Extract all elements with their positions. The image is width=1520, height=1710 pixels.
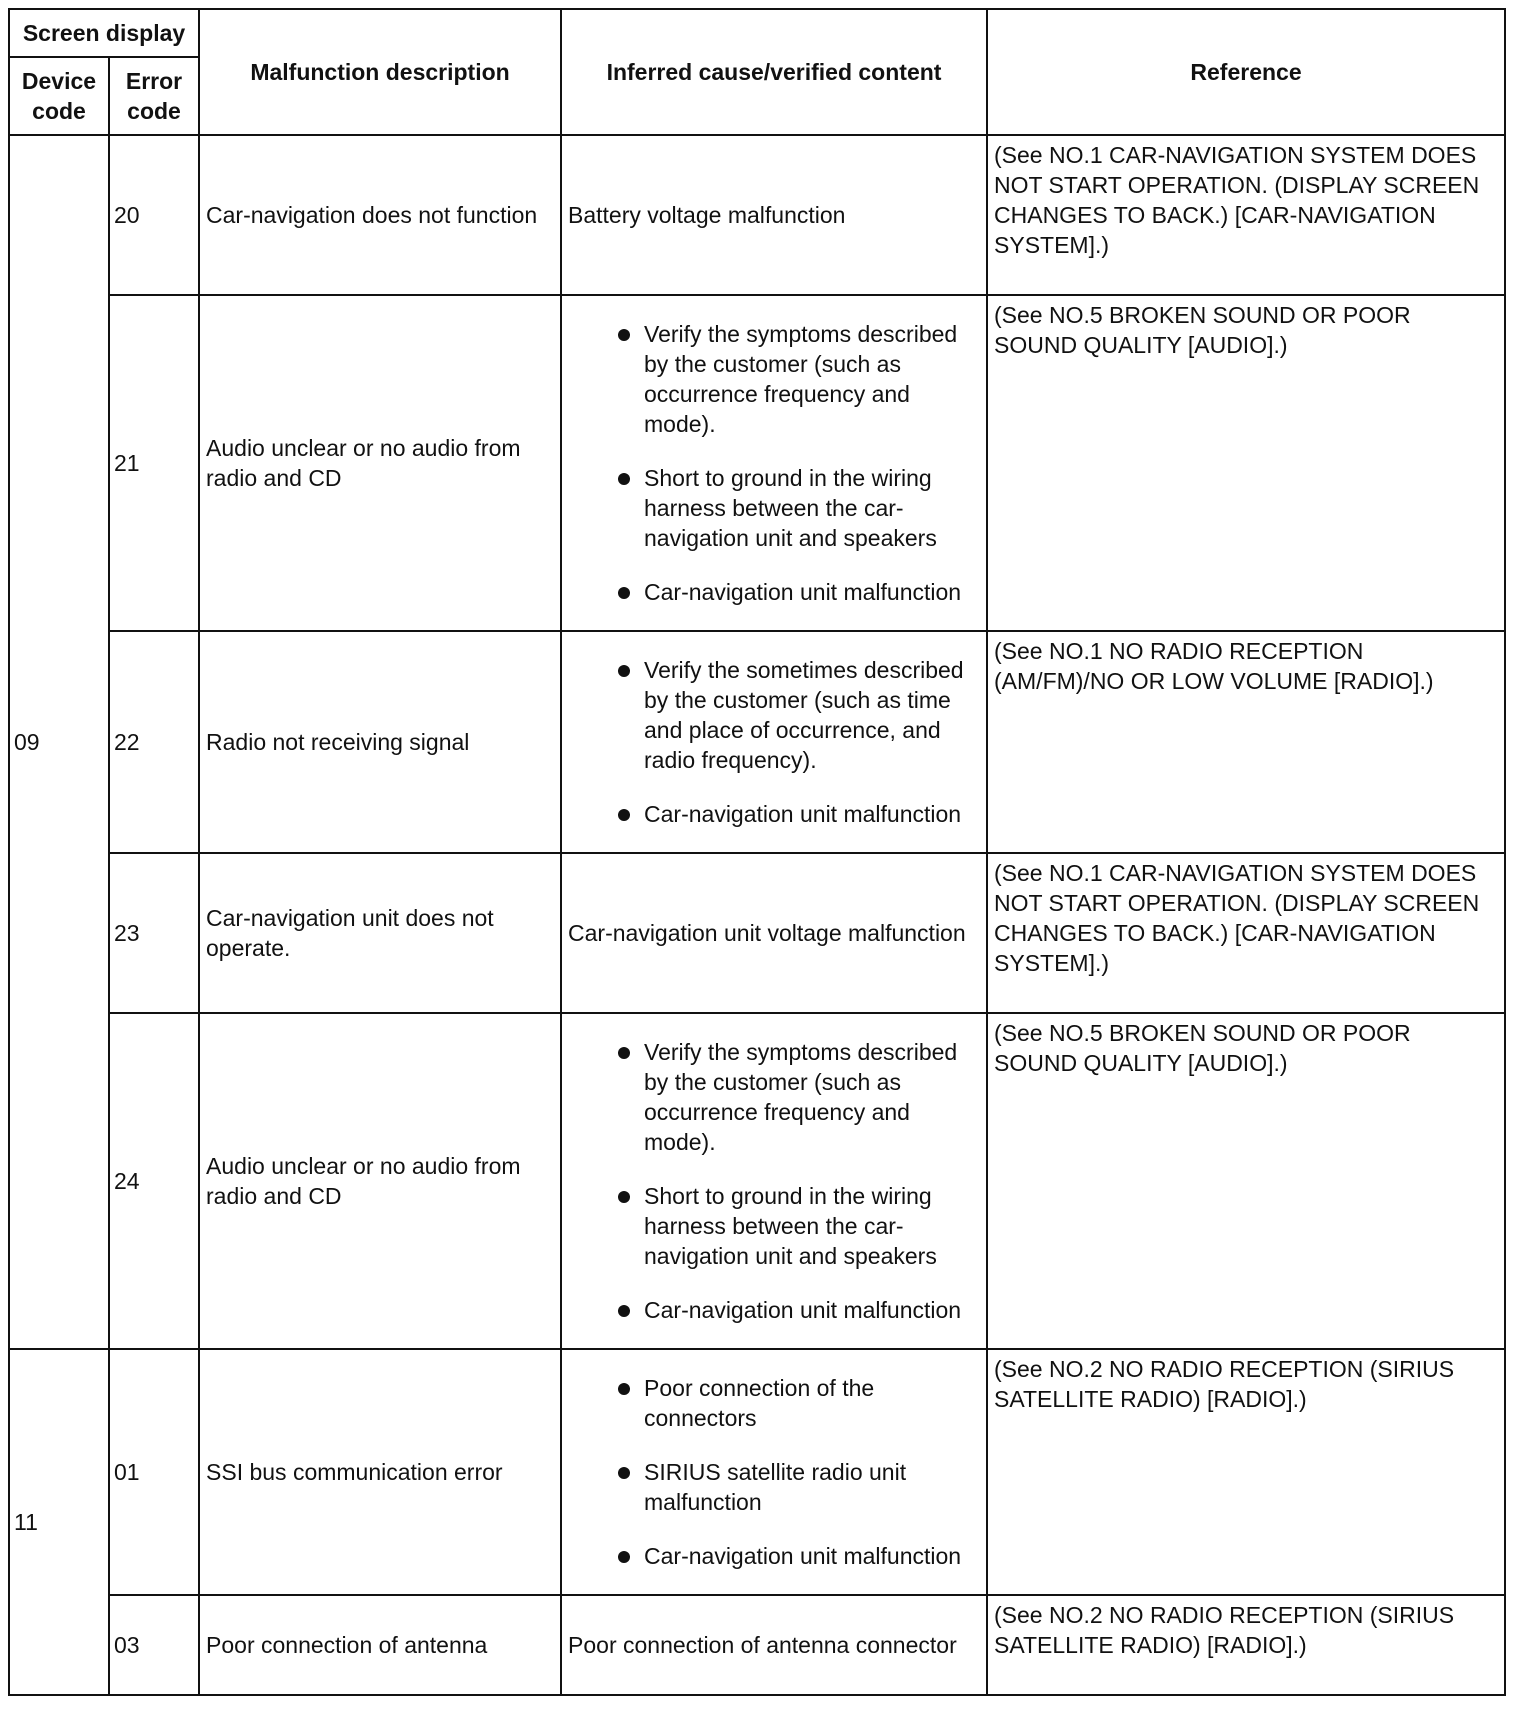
table-row [9,853,1505,1013]
cause-list-item [618,799,980,829]
cause-item-text: Car-navigation unit malfunction [644,579,962,605]
malfunction-header: Malfunction description [199,9,561,135]
cause-item-text: Verify the symptoms described by the customer (such as occurrence frequency and mode). [644,1039,958,1155]
error-code-cell: 01 [109,1349,199,1595]
malfunction-cell: Car-navigation does not function [199,135,561,295]
cause-cell [561,1349,987,1595]
table-row [9,1595,1505,1695]
error-code-cell: 03 [109,1595,199,1695]
malfunction-cell: SSI bus communication error [199,1349,561,1595]
error-code-cell: 23 [109,853,199,1013]
table-row [9,135,1505,295]
malfunction-cell: Radio not receiving signal [199,631,561,853]
bullet-icon [618,1383,630,1395]
cause-item-text: Verify the symptoms described by the customer (such as occurrence frequency and mode). [644,321,958,437]
cause-item-text: Car-navigation unit malfunction [644,1297,962,1323]
diagnostic-code-table [8,8,1506,1696]
cause-list-item [618,1457,980,1517]
error-code-cell: 22 [109,631,199,853]
reference-cell: (See NO.2 NO RADIO RECEPTION (SIRIUS SATELLITE RADIO) [RADIO].) [987,1595,1505,1695]
cause-list-item [618,1295,980,1325]
cause-list [568,1033,980,1329]
device-code-header: Device code [9,57,109,135]
cause-list-item [618,1181,980,1271]
malfunction-cell: Car-navigation unit does not operate. [199,853,561,1013]
cause-cell [561,1013,987,1349]
cause-header: Inferred cause/verified content [561,9,987,135]
bullet-icon [618,665,630,677]
cause-list-item [618,319,980,439]
bullet-icon [618,329,630,341]
reference-cell: (See NO.2 NO RADIO RECEPTION (SIRIUS SATELLITE RADIO) [RADIO].) [987,1349,1505,1595]
table-row [9,295,1505,631]
error-code-cell: 20 [109,135,199,295]
bullet-icon [618,1047,630,1059]
cause-list [568,1369,980,1575]
bullet-icon [618,473,630,485]
cause-list-item [618,1541,980,1571]
cause-list-item [618,463,980,553]
bullet-icon [618,1305,630,1317]
cause-cell: Car-navigation unit voltage malfunction [561,853,987,1013]
device-code-cell: 11 [9,1349,109,1695]
cause-list-item [618,1037,980,1157]
reference-cell: (See NO.1 NO RADIO RECEPTION (AM/FM)/NO OR LOW VOLUME [RADIO].) [987,631,1505,853]
reference-cell: (See NO.5 BROKEN SOUND OR POOR SOUND QUALITY [AUDIO].) [987,1013,1505,1349]
malfunction-cell: Poor connection of antenna [199,1595,561,1695]
cause-item-text: Car-navigation unit malfunction [644,801,962,827]
cause-list-item [618,577,980,607]
cause-list [568,315,980,611]
bullet-icon [618,1467,630,1479]
cause-item-text: Poor connection of the connectors [644,1375,875,1431]
malfunction-cell: Audio unclear or no audio from radio and CD [199,295,561,631]
cause-cell [561,631,987,853]
bullet-icon [618,809,630,821]
bullet-icon [618,1551,630,1563]
bullet-icon [618,1191,630,1203]
error-code-cell: 24 [109,1013,199,1349]
reference-cell: (See NO.1 CAR-NAVIGATION SYSTEM DOES NOT START OPERATION. (DISPLAY SCREEN CHANGES TO BACK.) [CAR-NAVIGATION SYSTEM].) [987,135,1505,295]
reference-cell: (See NO.5 BROKEN SOUND OR POOR SOUND QUALITY [AUDIO].) [987,295,1505,631]
cause-item-text: Short to ground in the wiring harness between the car-navigation unit and speakers [644,465,937,551]
table-row [9,631,1505,853]
cause-item-text: Short to ground in the wiring harness between the car-navigation unit and speakers [644,1183,937,1269]
header-row-top [9,9,1505,57]
cause-cell: Poor connection of antenna connector [561,1595,987,1695]
cause-list-item [618,655,980,775]
reference-header: Reference [987,9,1505,135]
cause-item-text: SIRIUS satellite radio unit malfunction [644,1459,907,1515]
cause-cell [561,295,987,631]
cause-cell: Battery voltage malfunction [561,135,987,295]
device-code-cell: 09 [9,135,109,1349]
table-row [9,1349,1505,1595]
cause-item-text: Verify the sometimes described by the customer (such as time and place of occurrence, and radio frequency). [644,657,964,773]
screen-display-header: Screen display [9,9,199,57]
malfunction-cell: Audio unclear or no audio from radio and CD [199,1013,561,1349]
table-body [9,135,1505,1695]
error-code-header: Error code [109,57,199,135]
cause-item-text: Car-navigation unit malfunction [644,1543,962,1569]
reference-cell: (See NO.1 CAR-NAVIGATION SYSTEM DOES NOT START OPERATION. (DISPLAY SCREEN CHANGES TO BACK.) [CAR-NAVIGATION SYSTEM].) [987,853,1505,1013]
cause-list-item [618,1373,980,1433]
error-code-cell: 21 [109,295,199,631]
table-header [9,9,1505,135]
table-row [9,1013,1505,1349]
bullet-icon [618,587,630,599]
cause-list [568,651,980,833]
